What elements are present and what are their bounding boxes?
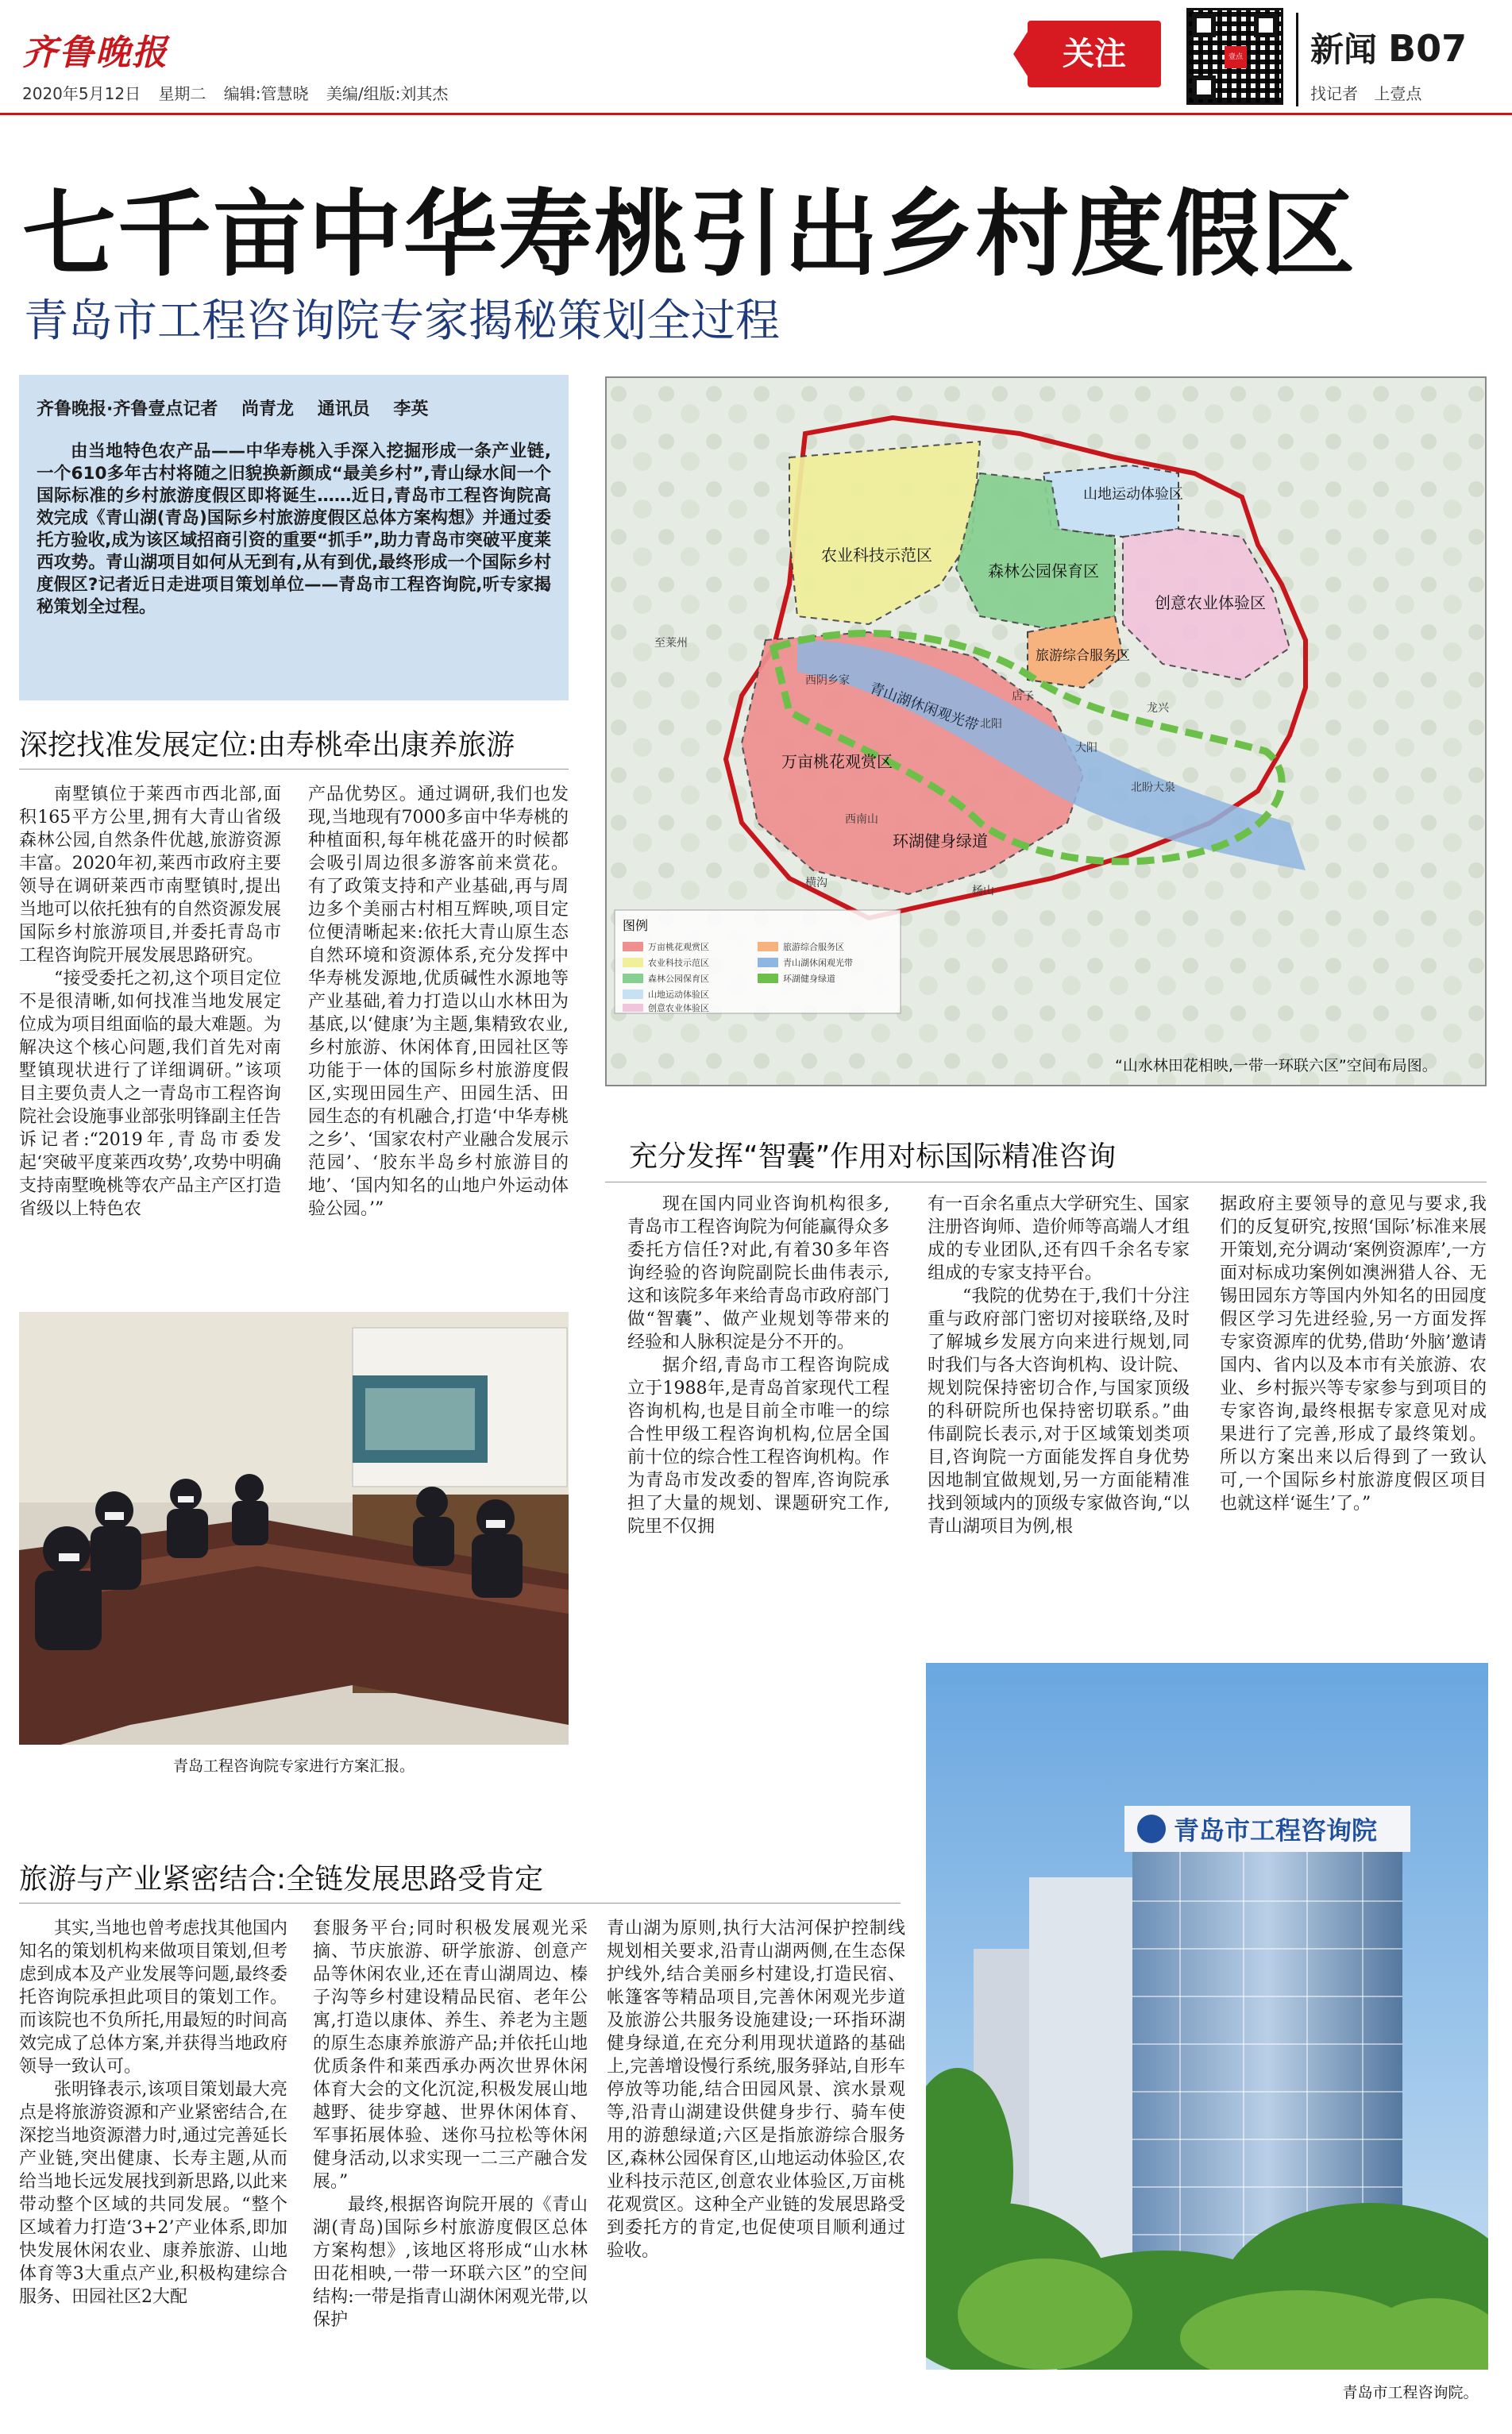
label-agri-tech: 农业科技示范区 (821, 546, 932, 565)
section-divider (19, 1903, 901, 1904)
find-reporter: 找记者 上壹点 (1310, 84, 1422, 103)
legend-item: 创意农业体验区 (648, 1003, 709, 1013)
byline-reporter: 尚青龙 (241, 399, 295, 419)
map-svg (607, 378, 1485, 1085)
place-label: 北盼大泉 (1131, 781, 1175, 794)
qr-corner (1192, 75, 1216, 99)
headline: 七千亩中华寿桃引出乡村度假区 (22, 179, 1357, 289)
issue-weekday: 星期二 (158, 84, 206, 103)
paragraph: 据政府主要领导的意见与要求,我们的反复研究,按照‘国际’标准来展开策划,充分调动‘案例资源库’,一方面对标成功案例如澳洲猎人谷、无锡田园东方等国内外知名的田园度假区学习先进经验,另一方面发挥专家资源库的优势,借助‘外脑’邀请国内、省内以及本市有关旅游、农业、乡村振兴等专家参与到项目的专家咨询,最终根据专家意见对成果进行了完善,形成了最终策划。所以方案出来以后得到了一致认可,一个国际乡村旅游度假区项目也就这样‘诞生’了。” (1220, 1194, 1487, 1514)
dateline (22, 81, 461, 104)
legend-title: 图例 (623, 918, 649, 933)
legend-swatch (623, 989, 643, 999)
section1-col1 (19, 783, 281, 1221)
header-divider (1296, 13, 1298, 106)
intro-text: 由当地特色农产品——中华寿桃入手深入挖掘形成一条产业链,一个610多年古村将随之旧貌换新颜成“最美乡村”,青山绿水间一个国际标准的乡村旅游度假区即将诞生……近日,青岛市工程咨询院高效完成《青山湖(青岛)国际乡村旅游度假区总体方案构想》并通过委托方验收,成为该区域招商引资的重要“抓手”,助力青岛市突破平度莱西攻势。青山湖项目如何从无到有,从有到优,最终形成一个国际乡村度假区?记者近日走进项目策划单位——青岛市工程咨询院,听专家揭秘策划全过程。 (37, 442, 551, 617)
label-mountain-sport: 山地运动体验区 (1083, 486, 1183, 503)
place-label: 大阳 (1075, 742, 1097, 754)
paragraph: “我院的优势在于,我们十分注重与政府部门密切对接联络,及时了解城乡发展方向来进行规划,同时我们与各大咨询机构、设计院、规划院保持密切合作,与国家顶级的科研院所也保持密切联系。”曲伟副院长表示,对于区域策划类项目,咨询院一方面能发挥自身优势因地制宜做规划,另一方面能精准找到领域内的顶级专家做咨询,“以青山湖项目为例,根 (928, 1286, 1190, 1537)
label-creative-agri: 创意农业体验区 (1155, 593, 1266, 612)
label-forest: 森林公园保育区 (988, 561, 1099, 581)
section-divider (19, 769, 569, 770)
byline-correspondent: 李英 (393, 399, 429, 419)
section1-title: 深挖找准发展定位:由寿桃牵出康养旅游 (19, 729, 515, 762)
map-caption: “山水林田花相映,一带一环联六区”空间布局图。 (1115, 1057, 1437, 1074)
place-label: 龙兴 (1147, 702, 1169, 715)
byline-source: 齐鲁晚报·齐鲁壹点记者 (37, 399, 218, 419)
place-label: 至莱州 (654, 637, 688, 650)
section-label (1310, 24, 1467, 71)
qr-corner (1254, 14, 1278, 37)
legend-item: 青山湖休闲观光带 (783, 958, 853, 968)
place-label: 店子 (1012, 690, 1034, 703)
place-label: 西南山 (845, 813, 878, 826)
legend-swatch (623, 1004, 643, 1012)
section3-title: 旅游与产业紧密结合:全链发展思路受肯定 (19, 1863, 544, 1896)
paragraph: 有一百余名重点大学研究生、国家注册咨询师、造价师等高端人才组成的专业团队,还有四千余名专家组成的专家支持平台。 (928, 1194, 1190, 1283)
paragraph: 南墅镇位于莱西市西北部,面积165平方公里,拥有大青山省级森林公园,自然条件优越,旅游资源丰富。2020年初,莱西市政府主要领导在调研莱西市南墅镇时,提出当地可以依托独有的自然资源发展国际乡村旅游项目,并委托青岛市工程咨询院开展发展思路研究。 (19, 785, 282, 966)
subheadline: 青岛市工程咨询院专家揭秘策划全过程 (24, 295, 780, 347)
section2-title: 充分发挥“智囊”作用对标国际精准咨询 (629, 1140, 1117, 1173)
map-legend (615, 910, 901, 1013)
layout-map (605, 376, 1487, 1086)
place-label: 横沟 (805, 877, 827, 889)
qr-logo-text: 壹点 (1228, 53, 1243, 61)
follow-button[interactable]: 关注 (1028, 21, 1161, 87)
paragraph: 张明锋表示,该项目策划最大亮点是将旅游资源和产业紧密结合,在深挖当地资源潜力时,通过完善延长产业链,突出健康、长寿主题,从而给当地长远发展找到新思路,以此来带动整个区域的共同发展。“整个区域着力打造‘3+2’产业体系,即加快发展休闲农业、康养旅游、山地体育等3大重点产业,积极构建综合服务、田园社区2大配 (19, 2080, 287, 2307)
intro-box (19, 375, 569, 700)
paragraph: 套服务平台;同时积极发展观光采摘、节庆旅游、研学旅游、创意产品等休闲农业,还在青山湖周边、榛子沟等乡村建设精品民宿、老年公寓,打造以康体、养生、养老为主题的原生态康养旅游产品;并依托山地优质条件和莱西承办两次世界休闲体育大会的文化沉淀,积极发展山地越野、徒步穿越、世界休闲体育、军事拓展体验、迷你马拉松等休闲健身活动,以求实现一二三产融合发展。” (313, 1919, 588, 2192)
legend-item: 环湖健身绿道 (783, 974, 835, 984)
legend-swatch (623, 958, 643, 967)
legend-swatch (623, 974, 643, 983)
legend-swatch (623, 942, 643, 951)
paragraph: 据介绍,青岛市工程咨询院成立于1988年,是青岛首家现代工程咨询机构,也是目前全市唯一的综合性甲级工程咨询机构,位居全国前十位的综合性工程咨询机构。作为青岛市发改委的智库,咨询院承担了大量的规划、课题研究工作,院里不仅拥 (627, 1356, 890, 1537)
paragraph: 最终,根据咨询院开展的《青山湖(青岛)国际乡村旅游度假区总体方案构想》,该地区将形成“山水林田花相映,一带一环联六区”的空间结构:一带是指青山湖休闲观光带,以保护 (313, 2195, 588, 2330)
place-label: 杨山 (972, 885, 994, 897)
label-fitness-loop: 环湖健身绿道 (893, 831, 988, 851)
issue-date: 2020年5月12日 (22, 84, 141, 103)
section-name: 新闻 (1310, 30, 1378, 69)
byline (37, 395, 551, 420)
legend-swatch (758, 974, 778, 983)
legend-swatch (758, 958, 778, 967)
editor-credit: 编辑:管慧晓 (223, 84, 309, 103)
building-photo-svg (926, 1663, 1488, 2408)
place-label: 北阳 (980, 718, 1002, 731)
section3-col2 (313, 1917, 588, 2332)
label-peach-blossom: 万亩桃花观赏区 (781, 752, 893, 771)
byline-role: 通讯员 (317, 399, 370, 419)
paragraph: 产品优势区。通过调研,我们也发现,当地现有7000多亩中华寿桃的种植面积,每年桃花盛开的时候都会吸引周边很多游客前来赏花。有了政策支持和产业基础,再与周边多个美丽古村相互辉映,项目定位便清晰起来:依托大青山原生态自然环境和资源体系,充分发挥中华寿桃发源地,优质碱性水源地等产业基础,着力打造以山水林田为基底,以‘健康’为主题,集精致农业,乡村旅游、休闲体育,田园社区等功能于一体的国际乡村旅游度假区,实现田园生产、田园生活、田园生态的有机融合,打造‘中华寿桃之乡’、‘国家农村产业融合发展示范园’、‘胶东半岛乡村旅游目的地’、‘国内知名的山地户外运动体验公园。’” (308, 785, 569, 1219)
section3-col3 (607, 1917, 905, 2262)
photo2-caption: 青岛市工程咨询院。 (1342, 2384, 1479, 2401)
page-number: B07 (1388, 27, 1468, 70)
legend-item: 山地运动体验区 (648, 989, 709, 1000)
section2-col2 (928, 1193, 1190, 1538)
paragraph: “接受委托之初,这个项目定位不是很清晰,如何找准当地发展定位成为项目组面临的最大难题。为解决这个核心问题,我们首先对南墅镇现状进行了详细调研。”该项目主要负责人之一青岛市工程咨询院社会设施事业部张明锋副主任告诉记者:“2019年,青岛市委发起‘突破平度莱西攻势’,攻势中明确支持南墅晚桃等农产品主产区打造省级以上特色农 (19, 969, 282, 1219)
legend-item: 万亩桃花观赏区 (648, 942, 709, 952)
label-lake-band: 青山湖休闲观光带 (867, 679, 981, 735)
masthead-logo: 齐鲁晚报 (22, 33, 168, 73)
legend-item: 森林公园保育区 (648, 974, 709, 984)
meeting-photo (19, 1312, 569, 1780)
section1-col2 (308, 783, 569, 1221)
label-tourism-service: 旅游综合服务区 (1036, 648, 1130, 664)
qr-code-icon[interactable] (1186, 8, 1283, 105)
section3-col1 (19, 1917, 287, 2309)
legend-item: 旅游综合服务区 (783, 942, 844, 952)
qr-corner (1192, 14, 1216, 37)
building-photo (926, 1663, 1488, 2408)
meeting-photo-svg (19, 1312, 569, 1780)
paragraph: 现在国内同业咨询机构很多,青岛市工程咨询院为何能赢得众多委托方信任?对此,有着30多年咨询经验的咨询院副院长曲伟表示,这和该院多年来给青岛市政府部门做“智囊”、做产业规划等带来的经验和人脉积淀是分不开的。 (627, 1194, 890, 1352)
building-sign: 青岛市工程咨询院 (1174, 1815, 1378, 1846)
legend-item: 农业科技示范区 (648, 958, 709, 968)
legend-swatch (758, 942, 778, 951)
section2-col3 (1220, 1193, 1487, 1515)
qr-logo (1225, 46, 1247, 68)
section2-col1 (627, 1193, 889, 1538)
place-label: 西阴乡家 (805, 674, 850, 687)
art-credit: 美编/组版:刘其杰 (326, 84, 449, 103)
paragraph: 青山湖为原则,执行大沽河保护控制线规划相关要求,沿青山湖两侧,在生态保护线外,结合美丽乡村建设,打造民宿、帐篷客等精品项目,完善休闲观光步道及旅游公共服务设施建设;一环指环湖健身绿道,在充分利用现状道路的基础上,完善增设慢行系统,服务驿站,自形车停放等功能,结合田园风景、滨水景观等,沿青山湖建设供健身步行、骑车使用的游憩绿道;六区是指旅游综合服务区,森林公园保育区,山地运动体验区,农业科技示范区,创意农业体验区,万亩桃花观赏区。这种全产业链的发展思路受到委托方的肯定,也促使项目顺利通过验收。 (607, 1919, 905, 2261)
paragraph: 其实,当地也曾考虑找其他国内知名的策划机构来做项目策划,但考虑到成本及产业发展等问题,最终委托咨询院承担此项目的策划工作。而该院也不负所托,用最短的时间高效完成了总体方案,并获得当地政府领导一致认可。 (19, 1919, 287, 2077)
photo1-caption: 青岛工程咨询院专家进行方案汇报。 (172, 1757, 415, 1775)
institute-logo (1137, 1815, 1166, 1843)
header-rule (0, 113, 1512, 115)
